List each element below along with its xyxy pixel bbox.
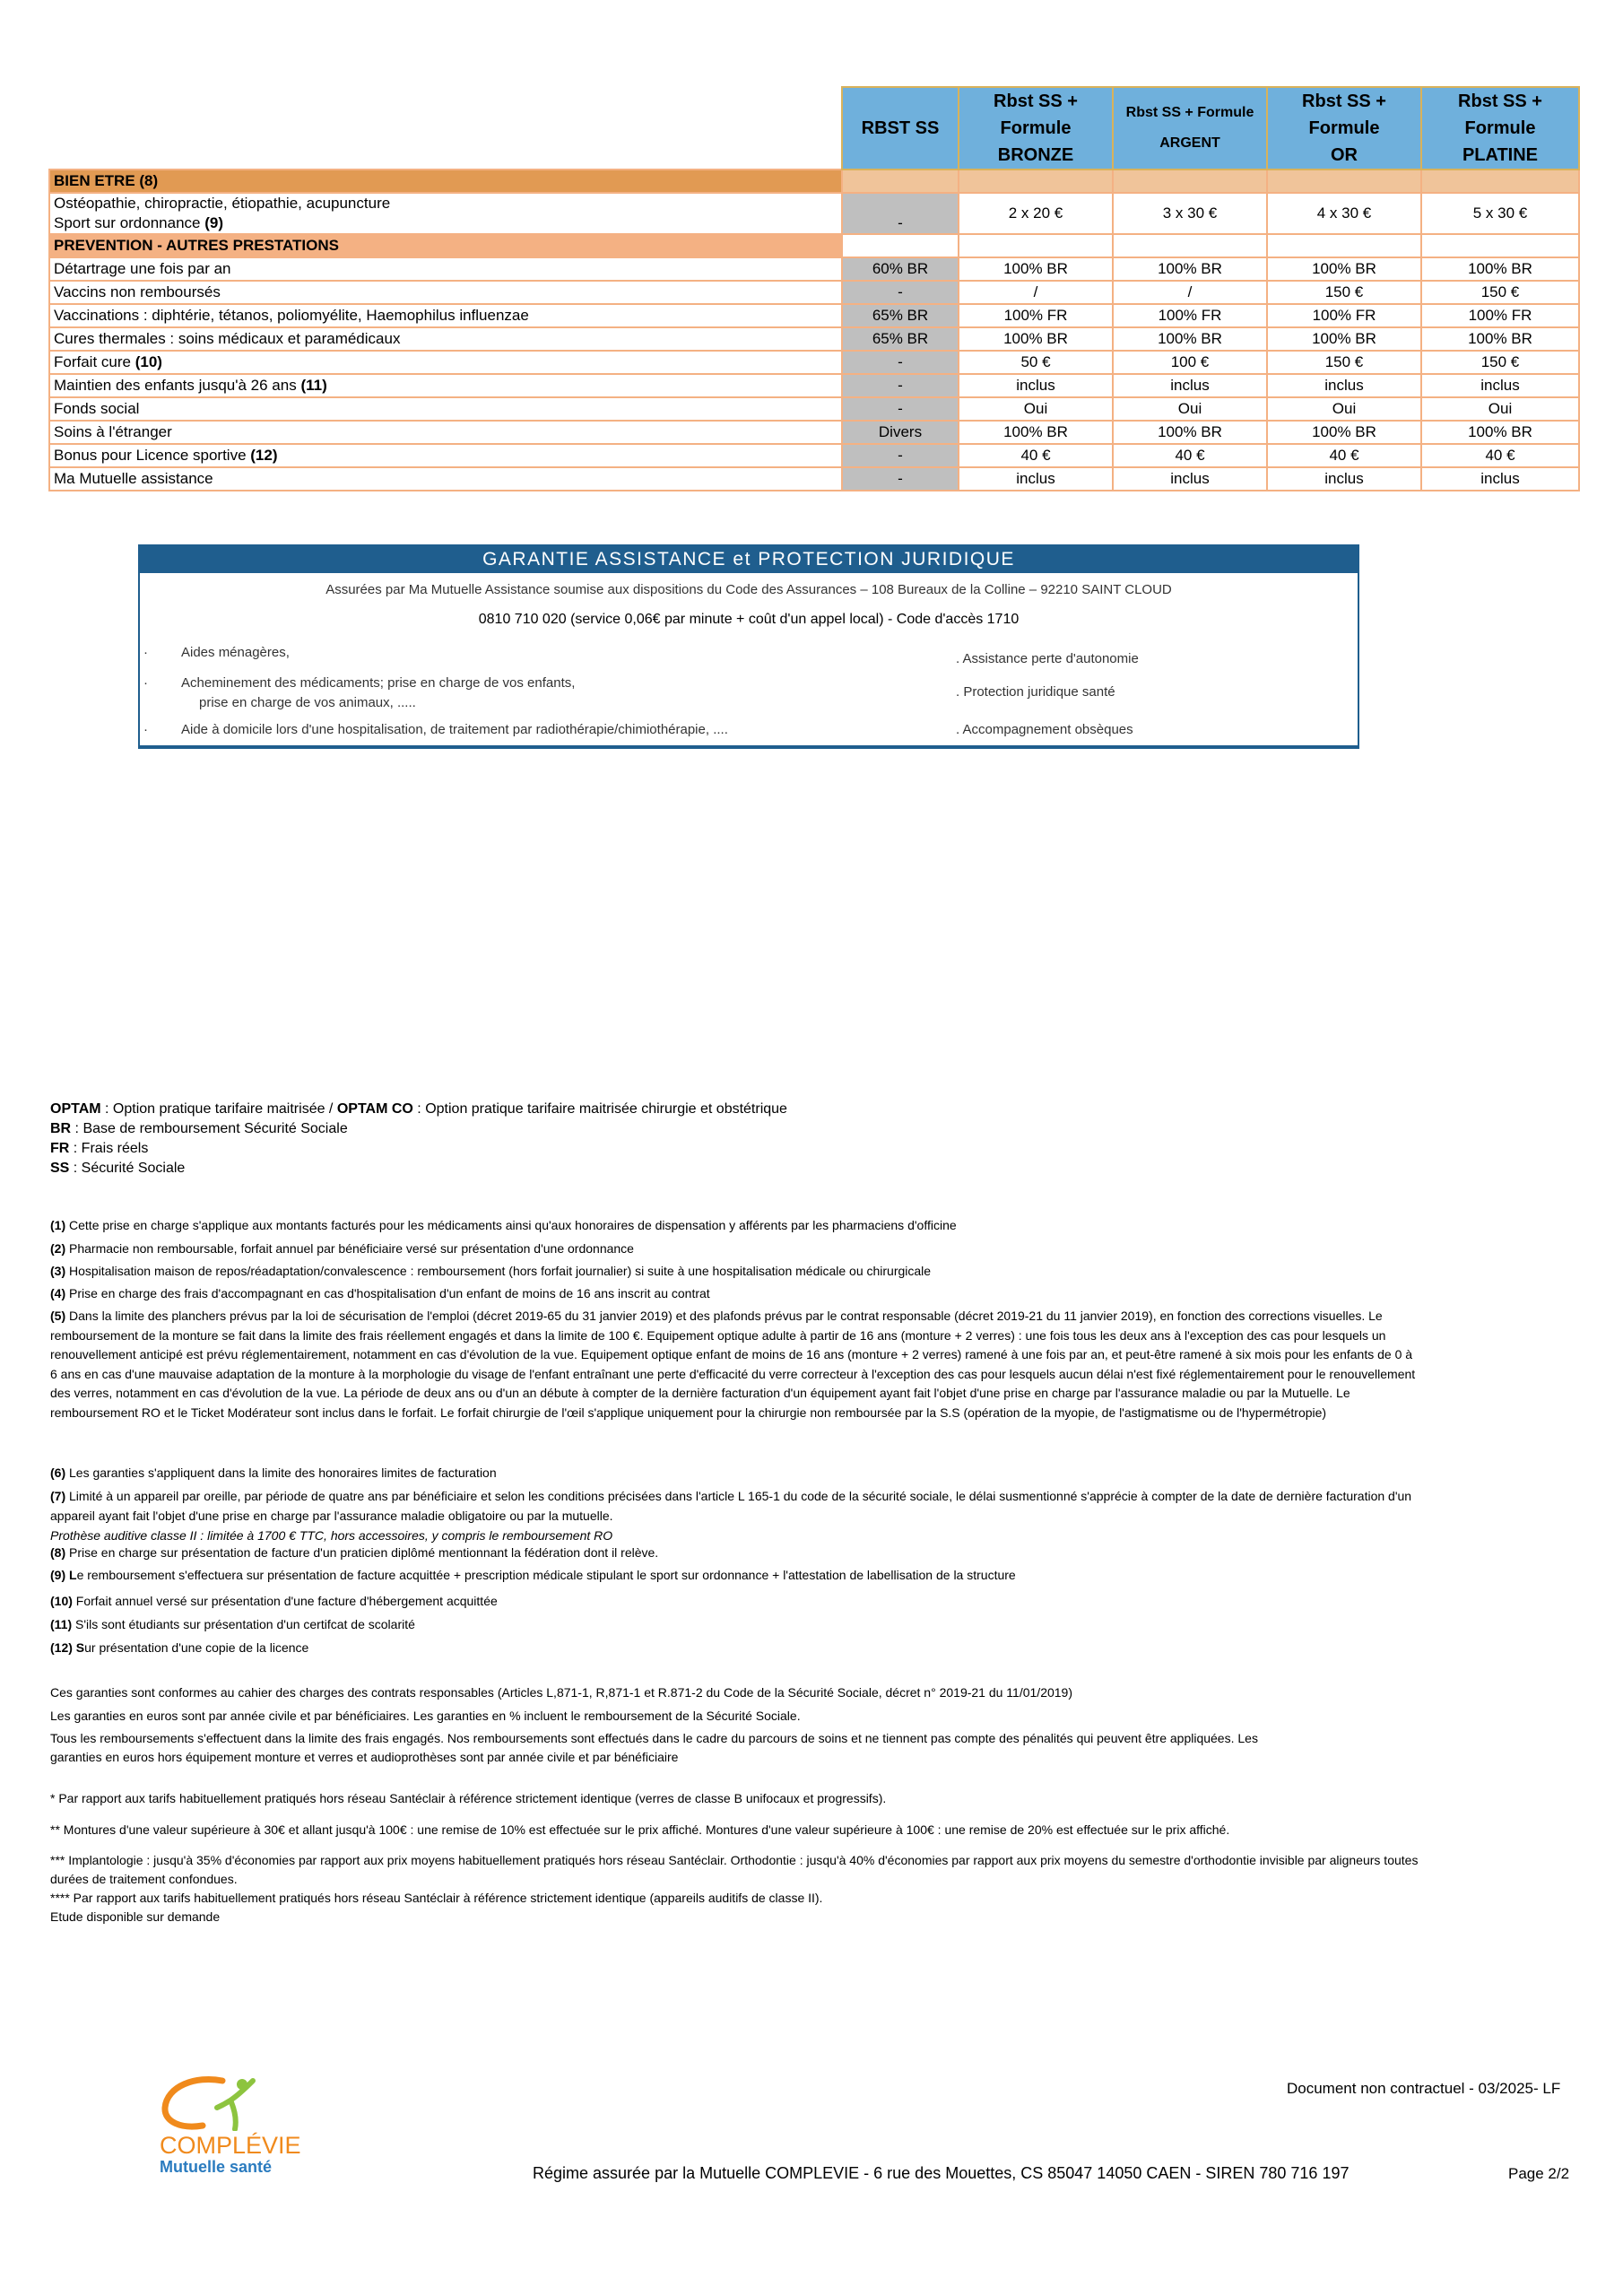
footnote-number: (2): [50, 1241, 66, 1256]
footnote: [50, 1464, 1422, 1482]
disclaimer-text: Document non contractuel - 03/2025- LF: [1287, 2080, 1561, 2097]
header-platine-line: PLATINE: [1462, 145, 1539, 165]
glossary-abbr: FR: [50, 1141, 70, 1156]
assistance-item: . Assistance perte d'autonomie: [956, 651, 1139, 666]
row-label-text: Détartrage une fois par an: [54, 260, 231, 277]
study-available-note: Etude disponible sur demande: [50, 1909, 221, 1924]
table-row: [49, 304, 1579, 327]
row-label: [49, 444, 842, 467]
footnote-text: Hospitalisation maison de repos/réadaptation/convalescence : remboursement (hors forfait journalier) si suite à une hospitalisation médicale ou chirurgicale: [65, 1264, 932, 1278]
cell-platine: Oui: [1421, 397, 1579, 421]
footnote: [50, 1216, 1422, 1234]
header-empty-cell: [49, 87, 842, 170]
header-or: [1267, 87, 1421, 170]
footnote: [50, 1544, 1422, 1561]
cell-rbst-ss: Divers: [842, 421, 959, 444]
footnote-number: (6): [50, 1465, 66, 1480]
cell-bronze: 100% BR: [959, 421, 1113, 444]
cell-rbst-ss: 65% BR: [842, 327, 959, 351]
row-label: [49, 327, 842, 351]
assistance-item: Aide à domicile lors d'une hospitalisation, de traitement par radiothérapie/chimiothérapie, ....: [181, 722, 728, 737]
category-row-prevention: [49, 234, 1579, 257]
footnote-number: (8): [50, 1545, 66, 1560]
cell-or: 100% BR: [1267, 421, 1421, 444]
table-row: [49, 281, 1579, 304]
cell-or: inclus: [1267, 467, 1421, 491]
cell-platine: 150 €: [1421, 281, 1579, 304]
glossary-text: : Frais réels: [69, 1141, 149, 1156]
bullet-icon: ·: [143, 645, 148, 660]
cell-argent: 100% BR: [1113, 257, 1267, 281]
table-row: [49, 397, 1579, 421]
row-label-text: Soins à l'étranger: [54, 423, 172, 440]
table-row: [49, 327, 1579, 351]
cell-argent: 3 x 30 €: [1113, 193, 1267, 234]
compliance-paragraph: Ces garanties sont conformes au cahier des charges des contrats responsables (Articles L,871-1, R,871-1 et R.871-2 du Code de la Sécurité Sociale, décret n° 2019-21 du 11/01/2019): [50, 1685, 1073, 1700]
row-label-text: Vaccins non remboursés: [54, 283, 221, 300]
row-label: [49, 304, 842, 327]
row-label-text: Sport sur ordonnance: [54, 214, 205, 231]
footnote: [50, 1639, 1422, 1657]
cell-bronze: 40 €: [959, 444, 1113, 467]
footnote-number: (9) L: [50, 1568, 77, 1582]
cell-platine: 5 x 30 €: [1421, 193, 1579, 234]
glossary-text: : Base de remboursement Sécurité Sociale: [71, 1121, 348, 1136]
cell-argent: 100 €: [1113, 351, 1267, 374]
page-number: Page 2/2: [1508, 2165, 1570, 2182]
glossary-text: : Option pratique tarifaire maitrisée /: [100, 1101, 337, 1117]
logo-subtitle: Mutuelle santé: [160, 2158, 273, 2176]
cell-or: Oui: [1267, 397, 1421, 421]
cell-platine: 100% BR: [1421, 421, 1579, 444]
footnote-number: (1): [50, 1218, 66, 1232]
cell-rbst-ss: -: [842, 374, 959, 397]
glossary-line: [50, 1159, 185, 1178]
footnote: [50, 1592, 1422, 1610]
assistance-title: GARANTIE ASSISTANCE et PROTECTION JURIDIQUE: [140, 546, 1358, 573]
table-row: [49, 444, 1579, 467]
cell-rbst-ss: -: [842, 351, 959, 374]
row-label-text: Fonds social: [54, 400, 140, 417]
cell-argent: 100% BR: [1113, 327, 1267, 351]
row-label: [49, 467, 842, 491]
glossary-line: [50, 1119, 348, 1138]
header-rbst-ss: RBST SS: [842, 87, 959, 170]
category-blank: [1267, 170, 1421, 193]
category-label: BIEN ETRE (8): [49, 170, 842, 193]
cell-rbst-ss: -: [842, 397, 959, 421]
footnote-text: Dans la limite des planchers prévus par la loi de sécurisation de l'emploi (décret 2019-65 du 31 janvier 2019) et des plafonds prévus par le contrat responsable (décret 2019-21 du 11 janvier 2019), en fonction des corrections visuelles. Le remboursement de la monture se fait dans la limite des frais réellement engagés et dans la limite de 100 €. Equipement optique adulte à partir de 16 ans (monture + 2 verres) : une fois tous les deux ans à l'exception des cas pour lesquels un renouvellement anticipé est prévu réglementairement, notamment en cas d'évolution de la vue. Equipement optique enfant de moins de 16 ans (monture + 2 verres) ramené à une fois par an, et peut-être ramené à six mois pour les enfants de 0 à 6 ans en cas d'une mauvaise adaptation de la monture à la morphologie du visage de l'enfant entraînant une perte d'efficacité du verre correcteur à l'exception des cas pour lesquels aucun délai n'est fixé réglementairement pour le renouvellement des verres, notamment en cas d'évolution de la vue. La période de deux ans ou d'un an débute à compter de la dernière facturation d'un équipement ayant fait l'objet d'une prise en charge par l'assurance maladie ou par la Mutuelle. Le remboursement RO et le Ticket Modérateur sont inclus dans le forfait. Le forfait chirurgie de l'œil s'applique uniquement pour la chirurgie non remboursée par la S.S (opération de la myopie, de l'astigmatisme ou de l'hypermétropie): [50, 1309, 1416, 1420]
cell-platine: inclus: [1421, 467, 1579, 491]
row-label-ref: (12): [250, 447, 278, 464]
assistance-item: prise en charge de vos animaux, .....: [199, 695, 416, 710]
table-row: [49, 421, 1579, 444]
cell-bronze: 100% BR: [959, 257, 1113, 281]
row-label-text: Maintien des enfants jusqu'à 26 ans: [54, 377, 301, 394]
asterisk-note: *** Implantologie : jusqu'à 35% d'économies par rapport aux prix moyens habituellement pratiqués hors réseau Santéclair. Orthodontie : jusqu'à 40% d'économies par rapport aux prix moyens du semestre d'orthodontie invisible par aligneurs toutes durées de traitement confondues.: [50, 1853, 1419, 1886]
footnote: [50, 1307, 1422, 1422]
glossary-abbr: OPTAM CO: [336, 1101, 413, 1117]
category-row-bien-etre: [49, 170, 1579, 193]
cell-argent: 40 €: [1113, 444, 1267, 467]
footnote-text: Les garanties s'appliquent dans la limite des honoraires limites de facturation: [65, 1465, 497, 1480]
cell-or: 100% BR: [1267, 327, 1421, 351]
glossary-text: : Option pratique tarifaire maitrisée chirurgie et obstétrique: [412, 1101, 787, 1117]
category-blank: [1421, 170, 1579, 193]
bullet-icon: ·: [143, 675, 148, 691]
footnote: [50, 1486, 1422, 1545]
table-row: [49, 467, 1579, 491]
header-argent-line: ARGENT: [1159, 135, 1220, 151]
header-argent-line: Rbst SS + Formule: [1125, 105, 1254, 120]
complevie-logo-icon: [160, 2075, 285, 2131]
row-label: [49, 257, 842, 281]
row-label: [49, 281, 842, 304]
glossary-abbr: BR: [50, 1121, 72, 1136]
cell-platine: 100% BR: [1421, 257, 1579, 281]
cell-platine: 40 €: [1421, 444, 1579, 467]
footnote-text: S'ils sont étudiants sur présentation d'un certifcat de scolarité: [72, 1617, 415, 1631]
cell-platine: 150 €: [1421, 351, 1579, 374]
cell-or: inclus: [1267, 374, 1421, 397]
footnote-number: (3): [50, 1264, 66, 1278]
row-label: [49, 397, 842, 421]
assistance-item: . Protection juridique santé: [956, 684, 1115, 700]
assistance-item: Aides ménagères,: [181, 645, 290, 660]
category-blank: [1267, 234, 1421, 257]
footnote-text: Prise en charge des frais d'accompagnant en cas d'hospitalisation d'un enfant de moins de 16 ans inscrit au contrat: [65, 1286, 710, 1300]
footnote-text: e remboursement s'effectuera sur présentation de facture acquittée + prescription médicale stipulant le sport sur ordonnance + l'attestation de labellisation de la structure: [76, 1568, 1016, 1582]
table-header-row: [49, 87, 1579, 170]
glossary-abbr: SS: [50, 1161, 70, 1176]
footnote: [50, 1615, 1422, 1633]
footnote-number: (11): [50, 1617, 73, 1631]
compliance-paragraph: Les garanties en euros sont par année civile et par bénéficiaires. Les garanties en % incluent le remboursement de la Sécurité Sociale.: [50, 1709, 801, 1723]
assistance-insurer: Assurées par Ma Mutuelle Assistance soumise aux dispositions du Code des Assurances – 108 Bureaux de la Colline – 92210 SAINT CLOUD: [325, 582, 1172, 597]
footnote-italic: Prothèse auditive classe II : limitée à 1700 € TTC, hors accessoires, y compris le remboursement RO: [50, 1528, 613, 1543]
category-blank: [842, 170, 959, 193]
footnote-text: Forfait annuel versé sur présentation d'une facture d'hébergement acquittée: [72, 1594, 498, 1608]
cell-argent: 100% BR: [1113, 421, 1267, 444]
footnote-text: Cette prise en charge s'applique aux montants facturés pour les médicaments ainsi qu'aux honoraires de dispensation y afférents par les pharmaciens d'officine: [65, 1218, 957, 1232]
footnote-number: (10): [50, 1594, 73, 1608]
footnote: [50, 1262, 1422, 1280]
asterisk-note: ** Montures d'une valeur supérieure à 30€ et allant jusqu'à 100€ : une remise de 10% est effectuée sur le prix affiché. Montures d'une valeur supérieure à 100€ : une remise de 20% est effectuée sur le prix affiché.: [50, 1822, 1230, 1837]
guarantees-table: [48, 86, 1580, 491]
cell-bronze: 100% BR: [959, 327, 1113, 351]
category-blank: [1113, 234, 1267, 257]
footnote-text: Limité à un appareil par oreille, par période de quatre ans par bénéficiaire et selon les conditions précisées dans l'article L 165-1 du code de la sécurité sociale, le délai susmentionné s'apprécie à compter de la date de dernière facturation d'un appareil ayant fait l'objet d'une prise en charge par l'assurance maladie obligatoire ou par la mutuelle.: [50, 1489, 1412, 1523]
table-row: [49, 257, 1579, 281]
header-or-line: OR: [1331, 145, 1358, 165]
assistance-item: . Accompagnement obsèques: [956, 722, 1133, 737]
footnote-number: (7): [50, 1489, 66, 1503]
cell-argent: /: [1113, 281, 1267, 304]
row-label-text: Vaccinations : diphtérie, tétanos, poliomyélite, Haemophilus influenzae: [54, 307, 529, 324]
cell-platine: 100% FR: [1421, 304, 1579, 327]
footnote-number: (5): [50, 1309, 66, 1323]
cell-rbst-ss: 60% BR: [842, 257, 959, 281]
footnote-text: Prise en charge sur présentation de facture d'un praticien diplômé mentionnant la fédération dont il relève.: [65, 1545, 659, 1560]
category-blank: [959, 234, 1113, 257]
cell-or: 100% FR: [1267, 304, 1421, 327]
glossary-line: [50, 1100, 787, 1118]
cell-argent: 100% FR: [1113, 304, 1267, 327]
footnote-number: (4): [50, 1286, 66, 1300]
table-row-osteopathie: [49, 193, 1579, 234]
footnote: [50, 1566, 1422, 1584]
glossary-line: [50, 1139, 148, 1158]
category-blank: [842, 234, 959, 257]
table-row: [49, 374, 1579, 397]
cell-rbst-ss: -: [842, 444, 959, 467]
header-or-line: Rbst SS +: [1302, 91, 1386, 111]
footnote: [50, 1284, 1422, 1302]
cell-bronze: /: [959, 281, 1113, 304]
asterisk-note: * Par rapport aux tarifs habituellement pratiqués hors réseau Santéclair à référence strictement identique (verres de classe B unifocaux et progressifs).: [50, 1791, 887, 1805]
cell-or: 4 x 30 €: [1267, 193, 1421, 234]
assistance-box: [138, 544, 1359, 749]
table-row: [49, 351, 1579, 374]
glossary-abbr: OPTAM: [50, 1101, 101, 1117]
row-label: [49, 374, 842, 397]
logo-name: COMPLÉVIE: [160, 2132, 301, 2159]
cell-argent: Oui: [1113, 397, 1267, 421]
cell-argent: inclus: [1113, 467, 1267, 491]
row-label-text: Forfait cure: [54, 353, 135, 370]
cell-bronze: 50 €: [959, 351, 1113, 374]
cell-bronze: 2 x 20 €: [959, 193, 1113, 234]
cell-rbst-ss: -: [842, 281, 959, 304]
bullet-icon: ·: [143, 722, 148, 737]
asterisk-note: **** Par rapport aux tarifs habituellement pratiqués hors réseau Santéclair à référence strictement identique (appareils auditifs de classe II).: [50, 1891, 823, 1905]
row-label-line: Ostéopathie, chiropractie, étiopathie, acupuncture: [54, 195, 391, 212]
row-label-line: [54, 213, 838, 233]
cell-bronze: Oui: [959, 397, 1113, 421]
header-platine-line: Formule: [1464, 118, 1536, 138]
row-label-text: Bonus pour Licence sportive: [54, 447, 251, 464]
complevie-logo: [160, 2075, 301, 2176]
row-label-ref: (11): [300, 377, 327, 394]
compliance-paragraph: Tous les remboursements s'effectuent dans la limite des frais engagés. Nos remboursements sont effectués dans le cadre du parcours de soins et ne tiennent pas compte des pénalités qui peuvent être appliquées. Les garanties en euros hors équipement monture et verres et audioprothèses sont par année civile et par bénéficiaire: [50, 1731, 1258, 1764]
header-bronze-line: Rbst SS +: [994, 91, 1078, 111]
header-platine-line: Rbst SS +: [1458, 91, 1542, 111]
row-label-text: Ma Mutuelle assistance: [54, 470, 213, 487]
regime-text: Régime assurée par la Mutuelle COMPLEVIE - 6 rue des Mouettes, CS 85047 14050 CAEN - SIREN 780 716 197: [533, 2164, 1350, 2182]
cell-or: 100% BR: [1267, 257, 1421, 281]
cell-rbst-ss: -: [842, 467, 959, 491]
row-label-ref: (10): [135, 353, 162, 370]
row-label-ref: (9): [204, 214, 223, 231]
header-bronze: [959, 87, 1113, 170]
header-bronze-line: BRONZE: [997, 145, 1074, 165]
cell-argent: inclus: [1113, 374, 1267, 397]
header-platine: [1421, 87, 1579, 170]
cell-platine: 100% BR: [1421, 327, 1579, 351]
cell-rbst-ss: 65% BR: [842, 304, 959, 327]
cell-bronze: inclus: [959, 374, 1113, 397]
cell-bronze: 100% FR: [959, 304, 1113, 327]
header-argent: [1113, 87, 1267, 170]
category-blank: [1113, 170, 1267, 193]
cell-or: 150 €: [1267, 281, 1421, 304]
category-blank: [1421, 234, 1579, 257]
footnote: [50, 1239, 1422, 1257]
header-or-line: Formule: [1308, 118, 1380, 138]
cell-platine: inclus: [1421, 374, 1579, 397]
category-blank: [959, 170, 1113, 193]
cell-rbst-ss: -: [842, 193, 959, 234]
cell-bronze: inclus: [959, 467, 1113, 491]
cell-or: 40 €: [1267, 444, 1421, 467]
footnote-number: (12) S: [50, 1640, 85, 1655]
category-label: PREVENTION - AUTRES PRESTATIONS: [49, 234, 842, 257]
glossary-text: : Sécurité Sociale: [69, 1161, 186, 1176]
row-label: [49, 421, 842, 444]
row-label: [49, 351, 842, 374]
assistance-item: Acheminement des médicaments; prise en charge de vos enfants,: [181, 675, 576, 691]
cell-or: 150 €: [1267, 351, 1421, 374]
footnote-text: ur présentation d'une copie de la licence: [84, 1640, 309, 1655]
row-label: [49, 193, 842, 234]
assistance-phone: 0810 710 020 (service 0,06€ par minute + coût d'un appel local) - Code d'accès 1710: [478, 612, 1020, 627]
row-label-text: Cures thermales : soins médicaux et paramédicaux: [54, 330, 401, 347]
header-bronze-line: Formule: [1000, 118, 1072, 138]
footnote-text: Pharmacie non remboursable, forfait annuel par bénéficiaire versé sur présentation d'une ordonnance: [65, 1241, 634, 1256]
